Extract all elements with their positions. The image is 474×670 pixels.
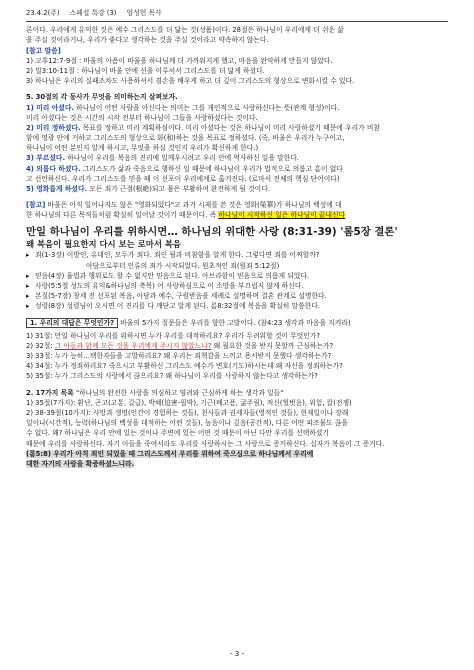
ref2-line-2: 한 하나님의 다른 목적들처럼 확실히 일어날 것이기 때문이다. 즉 하나님이 시작하신 일은 하나님이 끝내신다 (26, 211, 346, 220)
section1-line-2: 2) 32절: 그 아들과 함께 모든 것을 우리에게 주시지 않았느냐? 왜 필요한 것을 받지 못할까 근심하는가? (26, 341, 334, 350)
section1-title: 1. 우리의 대답은 무엇인가? (26, 318, 118, 328)
main-bullet-3: ▸ 사랑(5:5절 성도의 유익&하나님의 축복) 어 사랑하심으로 이 소망을 부끄럽지 않게 하신다. (26, 281, 304, 290)
item-1-head: 1) 미리 아셨다. (26, 103, 74, 112)
section1-line-2-emphasis: 그 아들과 함께 모든 것을 우리에게 주시지 않았느냐? (54, 341, 212, 350)
section1-title-line: 1. 우리의 대답은 무엇인가? 바울의 5가지 질문들은 우리를 향한 고발이다. (참4:23 생각과 마음을 지켜라) (26, 318, 448, 328)
header-series: 스페셜 특강 (3) (69, 9, 117, 17)
section1-line-1: 1) 31절: 만일 하나님이 우리를 위하시면 누가 우리를 대적하리요? 우리가 두려워할 것이 무엇인가? (26, 331, 320, 340)
section5-item-1-cont: 미리 아셨다는 것은 시간의 시작 전부터 하나님이 그들을 사랑하셨다는 것이다. (26, 113, 258, 122)
pointer-icon: ▸ (26, 251, 30, 260)
section1-line-3: 3) 33절: 누가 능히…택한자들을 고발하리요? 왜 우리는 죄책감을 느끼고 용서받지 못했다 생각하는가? (26, 352, 332, 361)
intro-line-2: 을 주실 것이라거나, 우리가 좋다고 생각하는 것을 주실 것이라고 약속하지 않는다. (26, 36, 269, 45)
header-preacher: 엄성헌 목사 (126, 9, 162, 17)
page-number: - 3 - (229, 649, 245, 659)
ref1-line-3: 3) 하나님은 우리의 실패조차도 사용하셔서 겸손을 배우게 하고 더 깊이 그리스도의 형상으로 변화시킬 수 있다. (26, 77, 355, 86)
item-3-head: 3) 부르셨다. (26, 154, 66, 163)
ref2-label: [참고] (26, 201, 46, 210)
section2-line-2: 2) 38-39절(10가지): 사망과 생명(인간이 경험하는 것들), 천사들과 권세자들(영적인 것들), 현재일이나 장래 (26, 409, 349, 417)
pointer-icon: ▸ (26, 271, 30, 280)
main-bullet-1: ▸ 죄(1-3장) 이방인, 유대인, 모두가 죄다. 죄인 될과 비참함을 알게 한다. 그렇다면 죄를 어찌할까? (26, 251, 320, 260)
section2-line-3: 일이나(시간적), 능력(하나님의 백성을 대적하는 어떤 것들), 높음이나 깊음(공간적), 다른 어떤 피조물도 끊을 (26, 419, 348, 428)
main-bullet-5: ▸ 성령(8장) 성령님이 오시면 이 진리를 다 깨닫고 알게 된다. 롬8:32절에 복음을 확실히 말씀한다. (26, 302, 320, 311)
header-date: 23.4.2(주) (26, 9, 60, 17)
intro-line-1: 론이다. 우리에게 유익한 것은 예수 그리스도를 더 닮는 것(성품)이다. 28절은 하나님이 우리에게 더 쉬운 삶 (26, 26, 344, 35)
section2-line-4: 수 없다. 왜? 하나님은 우리 안에 있는 것이나 주변에 있는 어떤 것 때문이 아닌 다만 우리를 선택하셨기 (26, 429, 329, 438)
main-bullet-4: ▸ 본질(5-7장) 창세 전 선포된 복음, 아담과 예수, 구원받음을 세례로 설명하며 결혼 관계로 설명한다. (26, 292, 327, 301)
section2-title: 2. 17가지 목록 (26, 388, 74, 397)
section5-item-4: 4) 의롭다 하셨다. 그리스도가 삶과 죽음으로 행하신 일 때문에 하나님이 우리가 법적으로 의롭고 흠이 없다 (26, 164, 343, 173)
ref1-line-1: 1) 고후12:7-9절 : 바울의 아픔이 바울을 하나님께 더 가까워지게 했고, 마음을 완악하게 만들지 않았다. (26, 56, 333, 65)
section2-line-5: 때문에 우리를 사랑하신다. 자기 아들을 죽여서라도 우리를 사랑하시는 그 사랑으로 증거하신다. 십자가 복음이 그 증거다. (26, 439, 385, 448)
section5-item-1: 1) 미리 아셨다. 하나님이 어떤 사람을 아신다는 의미는 그를 개인적으로 사랑하신다는 뜻(관계 형성)이다. (26, 103, 340, 112)
item-2-head: 2) 미리 정하셨다. (26, 123, 81, 132)
page-header (26, 8, 448, 22)
item-4-head: 4) 의롭다 하셨다. (26, 164, 81, 173)
section5-item-2-cont-1: 함에 영광 안에 거하고 그리스도의 형상으로 화(和)하는 것을 목표로 정하셨다. (죽, 바울은 우리가 누구이고, (26, 134, 345, 143)
main-subtitle: 왜 복음이 필요한지 다시 보는 로마서 복음 (26, 238, 182, 249)
section2-line-1: 1) 35절(7가지): 환난, 곤고(고통, 갈급), 박해(迫害-핍박), 기근(배고픔, 굶주림), 적신(헐벗음), 위험, 칼(전쟁) (26, 398, 352, 407)
main-title: 만일 하나님이 우리를 위하시면… 하나님의 위대한 사랑 (8:31-39) '롬5장 결론' (26, 225, 398, 238)
ref2-highlight: 하나님이 시작하신 일은 하나님이 끝내신다 (218, 211, 346, 220)
section5-item-2: 2) 미리 정하셨다. 목표를 정하고 미리 계획하심이다. 미리 아셨다는 것은 하나님이 미리 사랑하셨기 때문에 우리가 비참 (26, 123, 381, 132)
section5-item-2-cont-2: 하나님이 어떤 분인지 알게 하시고, 무엇을 하실 것인지 우리가 확신하게 한다.) (26, 144, 259, 153)
pointer-icon: ▸ (26, 302, 30, 311)
item-5-head: 5) 영화롭게 하셨다. (26, 185, 88, 193)
pointer-icon: ▸ (26, 281, 30, 290)
section1-line-5: 5) 35절: 누가 그리스도의 사랑에서 끊으리요? 왜 하나님이 우리를 사랑하지 않는다고 생각하는가? (26, 372, 318, 381)
ref2-line-1: [참고] 바울은 아직 일어나지도 않은 "영화되었다"고 과거 시제를 쓴 것은 영화(榮華)가 하나님의 백성에 대 (26, 201, 342, 210)
main-bullet-1-cont: 아담으로부터 인류의 죄가 시작되었다. 원초적인 죄(원죄 5:12절) (86, 261, 280, 270)
section5-item-4-cont: 고 선언하신다. 우리가 그리스도를 믿을 때 이 선포이 우리에게로 옮겨진다. (로마서 전체의 핵심 단어이다) (26, 174, 340, 183)
ref1-label: [참고 말씀] (26, 46, 61, 55)
ref1-line-2: 2) 빌3:10-11절 : 하나님이 바울 안에 선을 이루셔서 그리스도를 더 닮게 하셨다. (26, 66, 265, 75)
section1-line-4: 4) 34절: 누가 정죄하리요? 죽으시고 부활하신 그리스도 예수가 변호(기도)하시는데 왜 자신을 정죄하는가? (26, 362, 343, 371)
main-bullet-2: ▸ 믿음(4장) 율법과 행위로도 할 수 없지만 믿음으로 된다. 아브라함이 믿음으로 의롭게 되었다. (26, 271, 310, 280)
section2-title-line: 2. 17가지 목록 "하나님의 완전한 사랑을 의심하고 염려와 근심하게 하는 생각과 일들" (26, 388, 284, 397)
section2-final-a: (롬5:8) 우리가 아직 죄인 되었을 때 그리스도께서 우리를 위하여 죽으심으로 하나님께서 우리에 (26, 449, 314, 458)
section5-item-3: 3) 부르셨다. 하나님이 우리를 복음의 진리에 일깨우시려고 우리 안에 역사하신 일을 말한다. (26, 154, 299, 163)
section2-final-b: 대한 자기의 사랑을 확증하셨느니라. (26, 459, 135, 468)
pointer-icon: ▸ (26, 292, 30, 301)
section5-item-5: 5) 영화롭게 하셨다. 모든 죄가 근절(根絶)되고 몸은 부활하여 완전하게 될 것이다. (26, 185, 270, 193)
section5-title: 5. 30절의 각 동사가 무엇을 의미하는지 살펴보자. (26, 93, 178, 102)
